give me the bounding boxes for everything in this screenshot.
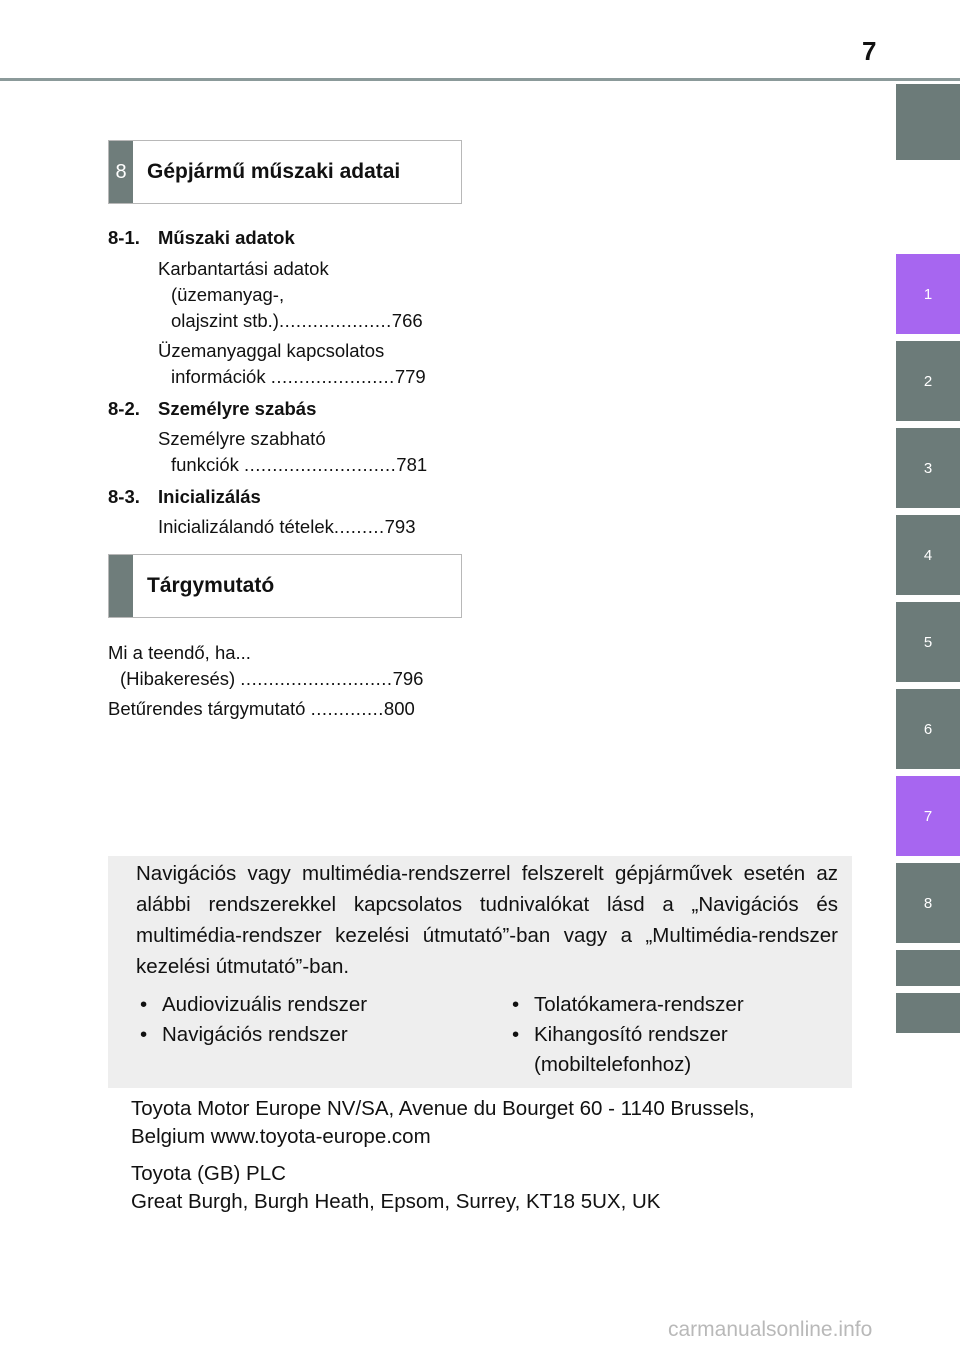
page-ref: 793 <box>384 516 416 537</box>
watermark: carmanualsonline.info <box>668 1318 873 1341</box>
toc-entry-line: Mi a teendő, ha... <box>108 642 251 663</box>
side-tab-blank[interactable] <box>896 84 960 160</box>
section-number <box>109 555 133 617</box>
toc-entry-link[interactable]: információk ......................779 <box>171 366 426 387</box>
chapter-title: Inicializálás <box>158 486 261 507</box>
side-tab-6[interactable]: 6 <box>896 689 960 769</box>
chapter-title: Személyre szabás <box>158 398 317 419</box>
section-number: 8 <box>109 141 133 203</box>
toc-entry-line: Személyre szabható <box>158 428 326 449</box>
section-title: Gépjármű műszaki adatai <box>147 160 401 183</box>
page-ref: 796 <box>392 668 424 689</box>
top-divider <box>0 78 960 81</box>
side-tab-7[interactable]: 7 <box>896 776 960 856</box>
page-ref: 800 <box>383 698 415 719</box>
toc-entry-link[interactable]: olajszint stb.)....................766 <box>171 310 423 331</box>
toc-entry-link[interactable]: (Hibakeresés) ...........................796 <box>120 668 424 689</box>
side-tab-blank[interactable] <box>896 950 960 986</box>
address-line: Great Burgh, Burgh Heath, Epsom, Surrey, KT18 5UX, UK <box>131 1190 661 1213</box>
bullet-item: • Kihangosító rendszer <box>512 1023 728 1046</box>
section-header-8 <box>108 140 462 204</box>
toc-entry-line: Üzemanyaggal kapcsolatos <box>158 340 385 361</box>
section-title: Tárgymutató <box>147 574 275 597</box>
address-line: Toyota Motor Europe NV/SA, Avenue du Bourget 60 - 1140 Brussels, <box>131 1097 755 1120</box>
address-line: Belgium www.toyota-europe.com <box>131 1125 431 1148</box>
page-ref: 766 <box>391 310 423 331</box>
chapter-code: 8-3. <box>108 486 140 507</box>
chapter-code: 8-2. <box>108 398 140 419</box>
bullet-item: • Navigációs rendszer <box>140 1023 348 1046</box>
chapter-code: 8-1. <box>108 227 140 248</box>
bullet-item: • Audiovizuális rendszer <box>140 993 368 1016</box>
side-tab-blank[interactable] <box>896 993 960 1033</box>
side-tab-4[interactable]: 4 <box>896 515 960 595</box>
side-tab-8[interactable]: 8 <box>896 863 960 943</box>
side-tab-3[interactable]: 3 <box>896 428 960 508</box>
side-tab-1[interactable]: 1 <box>896 254 960 334</box>
section-header-index <box>108 554 462 618</box>
side-tab-5[interactable]: 5 <box>896 602 960 682</box>
toc-entry-link[interactable]: Betűrendes tárgymutató .............800 <box>108 698 415 719</box>
bullet-item: • Tolatókamera-rendszer <box>512 993 744 1016</box>
toc-entry-line: Karbantartási adatok <box>158 258 329 279</box>
side-tab-2[interactable]: 2 <box>896 341 960 421</box>
toc-entry-link[interactable]: Inicializálandó tételek.........793 <box>158 516 416 537</box>
bullet-continuation: (mobiltelefonhoz) <box>534 1053 692 1076</box>
page-ref: 779 <box>394 366 426 387</box>
toc-entry-link[interactable]: funkciók ...........................781 <box>171 454 428 475</box>
page-number: 7 <box>862 36 877 66</box>
toc-entry-line: (üzemanyag-, <box>171 284 285 305</box>
chapter-title: Műszaki adatok <box>158 227 295 248</box>
page-ref: 781 <box>396 454 428 475</box>
note-text: Navigációs vagy multimédia-rendszerrel felszerelt gépjárművek esetén az alábbi rendszerekkel kapcsolatos tudnivalókat lásd a „Navigációs és multimédia-rendszer kezelési útmutató”-ban vagy a „Multimédia-rendszer kezelési útmutató”-ban. <box>136 862 838 978</box>
address-line: Toyota (GB) PLC <box>131 1162 286 1185</box>
